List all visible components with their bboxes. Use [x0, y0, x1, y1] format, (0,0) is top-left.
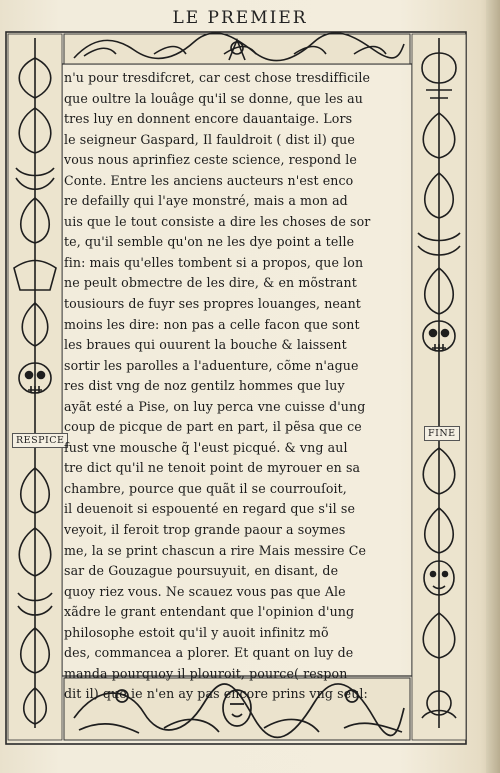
page-edge [486, 0, 500, 773]
text-line: fin: mais qu'elles tombent si a propos, que lon [64, 254, 364, 270]
text-line: Conte. Entre les anciens aucteurs n'est enco [64, 172, 354, 188]
text-line: moins les dire: non pas a celle facon que sont [64, 316, 360, 332]
body-text [64, 68, 408, 705]
text-line: coup de picque de part en part, il pẽsa que ce [64, 419, 362, 435]
border-sign-right: FINE [424, 426, 460, 441]
text-line: philosophe estoit qu'il y auoit infinitz mõ [64, 624, 329, 640]
text-line: veyoit, il feroit trop grande paour a soymes [64, 522, 346, 538]
text-line: chambre, pource que quãt il se courrouſoit, [64, 480, 347, 496]
right-column-ornament [412, 34, 466, 740]
text-line: ayãt esté a Pise, on luy perca vne cuisse d'ung [64, 398, 366, 414]
text-line: quoy riez vous. Ne scauez vous pas que Ale [64, 583, 346, 599]
text-line: uis que le tout consiste a dire les choses de sor [64, 213, 371, 229]
left-column-ornament [8, 34, 62, 740]
text-line: tre dict qu'il ne tenoit point de myrouer en sa [64, 460, 361, 476]
text-line: que oultre la louâge qu'il se donne, que les au [64, 90, 364, 106]
text-line: tres luy en donnent encore dauantaige. Lors [64, 111, 353, 127]
running-head: LE PREMIER [172, 8, 308, 28]
top-ornament-panel [64, 33, 410, 64]
text-line: le seigneur Gaspard, Il fauldroit ( dist il) que [64, 131, 355, 147]
border-sign-left: RESPICE [12, 433, 68, 448]
text-line: xãdre le grant entendant que l'opinion d'ung [64, 604, 355, 620]
text-line: il deuenoit si espouenté en regard que s'il se [64, 501, 355, 517]
text-line: re defailly qui l'aye monstré, mais a mon ad [64, 193, 348, 209]
text-line: des, commanceа a plorer. Et quant on luy de [64, 645, 354, 661]
text-line: dit il) que ie n'en ay pas encore prins vng seul: [64, 686, 368, 702]
text-line: vous nous aprinfiez ceste science, respond le [64, 152, 357, 168]
text-line: n'u pour tresdifcret, car cest chose tresdifficile [64, 70, 371, 85]
text-line: te, qu'il semble qu'on ne les dye point a telle [64, 234, 355, 250]
text-line: les braues qui ouurent la bouche & laissent [64, 337, 347, 353]
text-line: sortir les parolles a l'aduenture, cõme n'ague [64, 357, 359, 373]
text-line: ne peult obmectre de les dire, & en mõstrant [64, 275, 357, 291]
text-line: res dist vng de noz gentilz hommes que luy [64, 378, 345, 394]
text-line: sar de Gouzague poursuyuit, en disant, de [64, 563, 339, 579]
text-line: me, la se print chascun a rire Mais messire Ce [64, 542, 367, 558]
text-line: fust vne mousche q̃ l'eust picqué. & vng aul [64, 439, 348, 455]
text-line: manda pourquoy il plouroit, pource( respon [64, 665, 348, 681]
text-line: tousiours de fuyr ses propres louanges, neant [64, 296, 361, 312]
